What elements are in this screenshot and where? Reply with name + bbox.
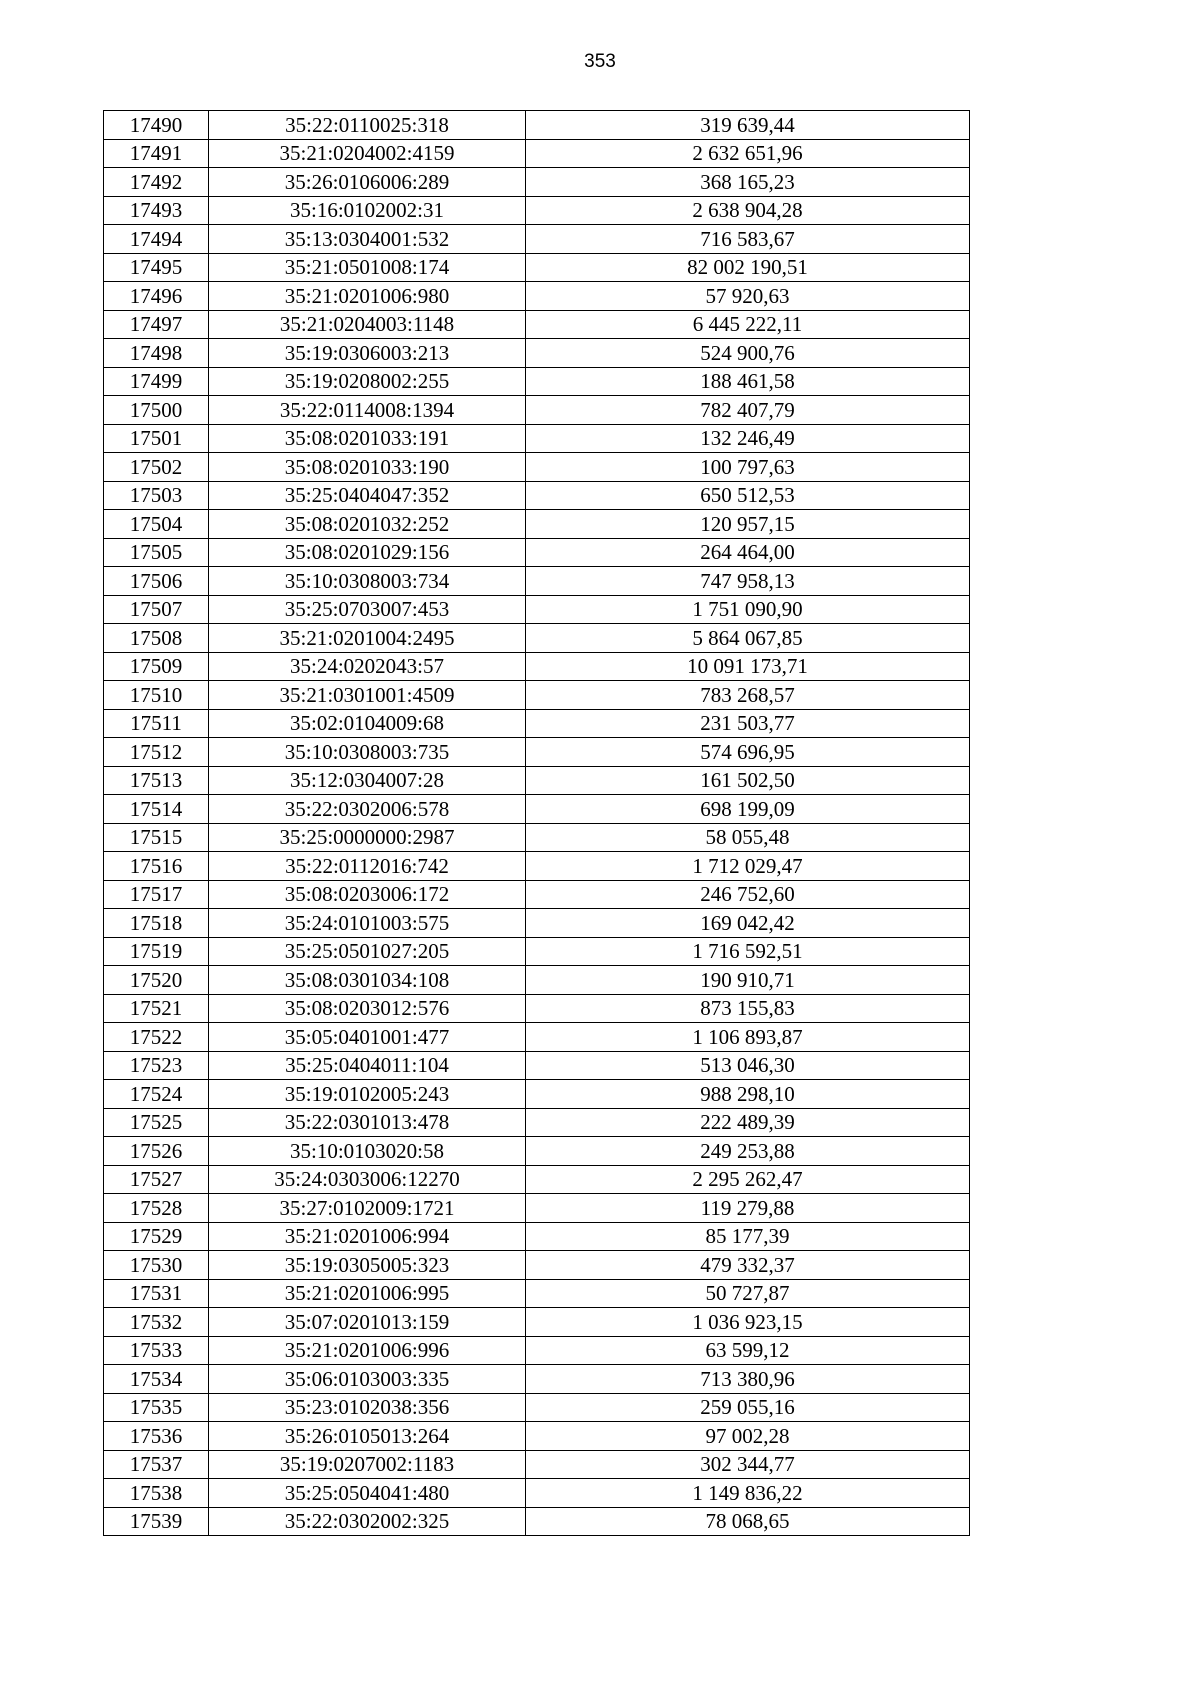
cadastral-value-cell: 2 295 262,47 xyxy=(526,1165,970,1194)
cadastral-number-cell: 35:22:0302006:578 xyxy=(209,795,526,824)
cadastral-value-cell: 302 344,77 xyxy=(526,1450,970,1479)
table-row xyxy=(104,624,970,653)
cadastral-number-cell: 35:10:0308003:735 xyxy=(209,738,526,767)
table-row xyxy=(104,1137,970,1166)
row-number-cell: 17538 xyxy=(104,1479,209,1508)
cadastral-number-cell: 35:08:0201029:156 xyxy=(209,538,526,567)
table-row xyxy=(104,1108,970,1137)
table-row xyxy=(104,168,970,197)
row-number-cell: 17512 xyxy=(104,738,209,767)
cadastral-number-cell: 35:08:0201032:252 xyxy=(209,510,526,539)
cadastral-number-cell: 35:19:0102005:243 xyxy=(209,1080,526,1109)
row-number-cell: 17519 xyxy=(104,937,209,966)
cadastral-number-cell: 35:26:0106006:289 xyxy=(209,168,526,197)
table-row xyxy=(104,937,970,966)
row-number-cell: 17521 xyxy=(104,994,209,1023)
table-row xyxy=(104,396,970,425)
table-row xyxy=(104,795,970,824)
cadastral-value-cell: 873 155,83 xyxy=(526,994,970,1023)
cadastral-number-cell: 35:21:0204003:1148 xyxy=(209,310,526,339)
row-number-cell: 17514 xyxy=(104,795,209,824)
table-row xyxy=(104,909,970,938)
row-number-cell: 17508 xyxy=(104,624,209,653)
row-number-cell: 17513 xyxy=(104,766,209,795)
row-number-cell: 17523 xyxy=(104,1051,209,1080)
row-number-cell: 17504 xyxy=(104,510,209,539)
row-number-cell: 17518 xyxy=(104,909,209,938)
cadastral-value-cell: 119 279,88 xyxy=(526,1194,970,1223)
cadastral-value-table xyxy=(103,110,970,1536)
cadastral-number-cell: 35:22:0302002:325 xyxy=(209,1507,526,1536)
cadastral-value-cell: 1 712 029,47 xyxy=(526,852,970,881)
row-number-cell: 17503 xyxy=(104,481,209,510)
table-body xyxy=(104,111,970,1536)
table-row xyxy=(104,1023,970,1052)
cadastral-number-cell: 35:22:0114008:1394 xyxy=(209,396,526,425)
cadastral-value-cell: 259 055,16 xyxy=(526,1393,970,1422)
cadastral-number-cell: 35:25:0501027:205 xyxy=(209,937,526,966)
row-number-cell: 17506 xyxy=(104,567,209,596)
cadastral-number-cell: 35:19:0306003:213 xyxy=(209,339,526,368)
table-row xyxy=(104,880,970,909)
cadastral-value-cell: 988 298,10 xyxy=(526,1080,970,1109)
row-number-cell: 17490 xyxy=(104,111,209,140)
row-number-cell: 17528 xyxy=(104,1194,209,1223)
row-number-cell: 17529 xyxy=(104,1222,209,1251)
cadastral-value-cell: 188 461,58 xyxy=(526,367,970,396)
cadastral-number-cell: 35:21:0204002:4159 xyxy=(209,139,526,168)
cadastral-value-cell: 161 502,50 xyxy=(526,766,970,795)
cadastral-value-cell: 747 958,13 xyxy=(526,567,970,596)
table-row xyxy=(104,709,970,738)
cadastral-number-cell: 35:22:0301013:478 xyxy=(209,1108,526,1137)
row-number-cell: 17520 xyxy=(104,966,209,995)
cadastral-number-cell: 35:26:0105013:264 xyxy=(209,1422,526,1451)
cadastral-value-cell: 82 002 190,51 xyxy=(526,253,970,282)
cadastral-value-cell: 78 068,65 xyxy=(526,1507,970,1536)
row-number-cell: 17534 xyxy=(104,1365,209,1394)
row-number-cell: 17530 xyxy=(104,1251,209,1280)
table-row xyxy=(104,652,970,681)
cadastral-value-cell: 190 910,71 xyxy=(526,966,970,995)
table-row xyxy=(104,966,970,995)
cadastral-number-cell: 35:05:0401001:477 xyxy=(209,1023,526,1052)
cadastral-number-cell: 35:21:0501008:174 xyxy=(209,253,526,282)
cadastral-value-cell: 319 639,44 xyxy=(526,111,970,140)
cadastral-number-cell: 35:10:0103020:58 xyxy=(209,1137,526,1166)
table-row xyxy=(104,1080,970,1109)
cadastral-value-cell: 246 752,60 xyxy=(526,880,970,909)
table-row xyxy=(104,852,970,881)
cadastral-number-cell: 35:25:0404011:104 xyxy=(209,1051,526,1080)
cadastral-number-cell: 35:02:0104009:68 xyxy=(209,709,526,738)
cadastral-value-cell: 1 036 923,15 xyxy=(526,1308,970,1337)
cadastral-value-cell: 574 696,95 xyxy=(526,738,970,767)
cadastral-value-cell: 368 165,23 xyxy=(526,168,970,197)
cadastral-number-cell: 35:23:0102038:356 xyxy=(209,1393,526,1422)
row-number-cell: 17496 xyxy=(104,282,209,311)
cadastral-value-cell: 716 583,67 xyxy=(526,225,970,254)
cadastral-number-cell: 35:25:0504041:480 xyxy=(209,1479,526,1508)
table-row xyxy=(104,424,970,453)
row-number-cell: 17539 xyxy=(104,1507,209,1536)
cadastral-number-cell: 35:08:0203012:576 xyxy=(209,994,526,1023)
table-row xyxy=(104,766,970,795)
cadastral-number-cell: 35:19:0305005:323 xyxy=(209,1251,526,1280)
cadastral-number-cell: 35:06:0103003:335 xyxy=(209,1365,526,1394)
cadastral-value-cell: 100 797,63 xyxy=(526,453,970,482)
row-number-cell: 17524 xyxy=(104,1080,209,1109)
cadastral-value-cell: 1 716 592,51 xyxy=(526,937,970,966)
page-number: 353 xyxy=(584,51,616,72)
cadastral-number-cell: 35:19:0207002:1183 xyxy=(209,1450,526,1479)
cadastral-value-cell: 264 464,00 xyxy=(526,538,970,567)
cadastral-number-cell: 35:24:0202043:57 xyxy=(209,652,526,681)
cadastral-number-cell: 35:08:0201033:190 xyxy=(209,453,526,482)
cadastral-value-cell: 1 751 090,90 xyxy=(526,595,970,624)
cadastral-number-cell: 35:24:0101003:575 xyxy=(209,909,526,938)
cadastral-value-cell: 698 199,09 xyxy=(526,795,970,824)
cadastral-value-cell: 58 055,48 xyxy=(526,823,970,852)
table-row xyxy=(104,595,970,624)
table-row xyxy=(104,681,970,710)
cadastral-value-cell: 1 106 893,87 xyxy=(526,1023,970,1052)
cadastral-value-cell: 6 445 222,11 xyxy=(526,310,970,339)
cadastral-value-cell: 479 332,37 xyxy=(526,1251,970,1280)
row-number-cell: 17527 xyxy=(104,1165,209,1194)
cadastral-value-cell: 1 149 836,22 xyxy=(526,1479,970,1508)
table-row xyxy=(104,196,970,225)
row-number-cell: 17532 xyxy=(104,1308,209,1337)
table-row xyxy=(104,1251,970,1280)
cadastral-value-cell: 169 042,42 xyxy=(526,909,970,938)
row-number-cell: 17505 xyxy=(104,538,209,567)
table-row xyxy=(104,310,970,339)
row-number-cell: 17536 xyxy=(104,1422,209,1451)
row-number-cell: 17533 xyxy=(104,1336,209,1365)
table-row xyxy=(104,1222,970,1251)
cadastral-value-cell: 10 091 173,71 xyxy=(526,652,970,681)
cadastral-value-cell: 2 632 651,96 xyxy=(526,139,970,168)
cadastral-value-cell: 713 380,96 xyxy=(526,1365,970,1394)
cadastral-number-cell: 35:21:0301001:4509 xyxy=(209,681,526,710)
row-number-cell: 17511 xyxy=(104,709,209,738)
cadastral-value-cell: 85 177,39 xyxy=(526,1222,970,1251)
row-number-cell: 17531 xyxy=(104,1279,209,1308)
cadastral-number-cell: 35:21:0201004:2495 xyxy=(209,624,526,653)
table-row xyxy=(104,823,970,852)
row-number-cell: 17494 xyxy=(104,225,209,254)
table-row xyxy=(104,538,970,567)
cadastral-number-cell: 35:25:0703007:453 xyxy=(209,595,526,624)
table-row xyxy=(104,453,970,482)
table-row xyxy=(104,510,970,539)
table-row xyxy=(104,1336,970,1365)
cadastral-number-cell: 35:08:0203006:172 xyxy=(209,880,526,909)
row-number-cell: 17507 xyxy=(104,595,209,624)
row-number-cell: 17493 xyxy=(104,196,209,225)
table-row xyxy=(104,282,970,311)
cadastral-number-cell: 35:07:0201013:159 xyxy=(209,1308,526,1337)
row-number-cell: 17517 xyxy=(104,880,209,909)
cadastral-value-cell: 63 599,12 xyxy=(526,1336,970,1365)
cadastral-number-cell: 35:21:0201006:980 xyxy=(209,282,526,311)
cadastral-value-cell: 132 246,49 xyxy=(526,424,970,453)
cadastral-value-cell: 650 512,53 xyxy=(526,481,970,510)
cadastral-number-cell: 35:22:0112016:742 xyxy=(209,852,526,881)
table-row xyxy=(104,225,970,254)
row-number-cell: 17509 xyxy=(104,652,209,681)
row-number-cell: 17510 xyxy=(104,681,209,710)
table-row xyxy=(104,1365,970,1394)
cadastral-value-cell: 50 727,87 xyxy=(526,1279,970,1308)
cadastral-number-cell: 35:21:0201006:996 xyxy=(209,1336,526,1365)
table-row xyxy=(104,738,970,767)
row-number-cell: 17516 xyxy=(104,852,209,881)
table-row xyxy=(104,1393,970,1422)
cadastral-value-cell: 222 489,39 xyxy=(526,1108,970,1137)
table-row xyxy=(104,1507,970,1536)
table-row xyxy=(104,1308,970,1337)
row-number-cell: 17497 xyxy=(104,310,209,339)
row-number-cell: 17537 xyxy=(104,1450,209,1479)
row-number-cell: 17501 xyxy=(104,424,209,453)
cadastral-value-cell: 782 407,79 xyxy=(526,396,970,425)
cadastral-value-cell: 231 503,77 xyxy=(526,709,970,738)
cadastral-number-cell: 35:25:0000000:2987 xyxy=(209,823,526,852)
table-row xyxy=(104,1165,970,1194)
cadastral-value-cell: 524 900,76 xyxy=(526,339,970,368)
table-row xyxy=(104,1422,970,1451)
cadastral-number-cell: 35:12:0304007:28 xyxy=(209,766,526,795)
cadastral-value-cell: 249 253,88 xyxy=(526,1137,970,1166)
table-row xyxy=(104,567,970,596)
table-row xyxy=(104,994,970,1023)
cadastral-number-cell: 35:13:0304001:532 xyxy=(209,225,526,254)
cadastral-number-cell: 35:24:0303006:12270 xyxy=(209,1165,526,1194)
cadastral-number-cell: 35:22:0110025:318 xyxy=(209,111,526,140)
cadastral-number-cell: 35:08:0201033:191 xyxy=(209,424,526,453)
cadastral-number-cell: 35:27:0102009:1721 xyxy=(209,1194,526,1223)
cadastral-number-cell: 35:16:0102002:31 xyxy=(209,196,526,225)
table-row xyxy=(104,111,970,140)
table-row xyxy=(104,253,970,282)
cadastral-value-cell: 513 046,30 xyxy=(526,1051,970,1080)
cadastral-value-cell: 783 268,57 xyxy=(526,681,970,710)
row-number-cell: 17535 xyxy=(104,1393,209,1422)
cadastral-value-cell: 57 920,63 xyxy=(526,282,970,311)
table-row xyxy=(104,481,970,510)
row-number-cell: 17502 xyxy=(104,453,209,482)
row-number-cell: 17522 xyxy=(104,1023,209,1052)
cadastral-value-cell: 5 864 067,85 xyxy=(526,624,970,653)
row-number-cell: 17525 xyxy=(104,1108,209,1137)
cadastral-number-cell: 35:10:0308003:734 xyxy=(209,567,526,596)
table-row xyxy=(104,1051,970,1080)
cadastral-number-cell: 35:21:0201006:994 xyxy=(209,1222,526,1251)
row-number-cell: 17495 xyxy=(104,253,209,282)
table-row xyxy=(104,1279,970,1308)
cadastral-number-cell: 35:19:0208002:255 xyxy=(209,367,526,396)
row-number-cell: 17491 xyxy=(104,139,209,168)
row-number-cell: 17515 xyxy=(104,823,209,852)
table-row xyxy=(104,139,970,168)
cadastral-value-cell: 97 002,28 xyxy=(526,1422,970,1451)
table-row xyxy=(104,1194,970,1223)
table-row xyxy=(104,339,970,368)
cadastral-value-cell: 2 638 904,28 xyxy=(526,196,970,225)
table-row xyxy=(104,1479,970,1508)
table-row xyxy=(104,367,970,396)
cadastral-number-cell: 35:21:0201006:995 xyxy=(209,1279,526,1308)
row-number-cell: 17492 xyxy=(104,168,209,197)
row-number-cell: 17499 xyxy=(104,367,209,396)
cadastral-number-cell: 35:25:0404047:352 xyxy=(209,481,526,510)
row-number-cell: 17500 xyxy=(104,396,209,425)
table-row xyxy=(104,1450,970,1479)
row-number-cell: 17498 xyxy=(104,339,209,368)
row-number-cell: 17526 xyxy=(104,1137,209,1166)
cadastral-number-cell: 35:08:0301034:108 xyxy=(209,966,526,995)
cadastral-value-cell: 120 957,15 xyxy=(526,510,970,539)
